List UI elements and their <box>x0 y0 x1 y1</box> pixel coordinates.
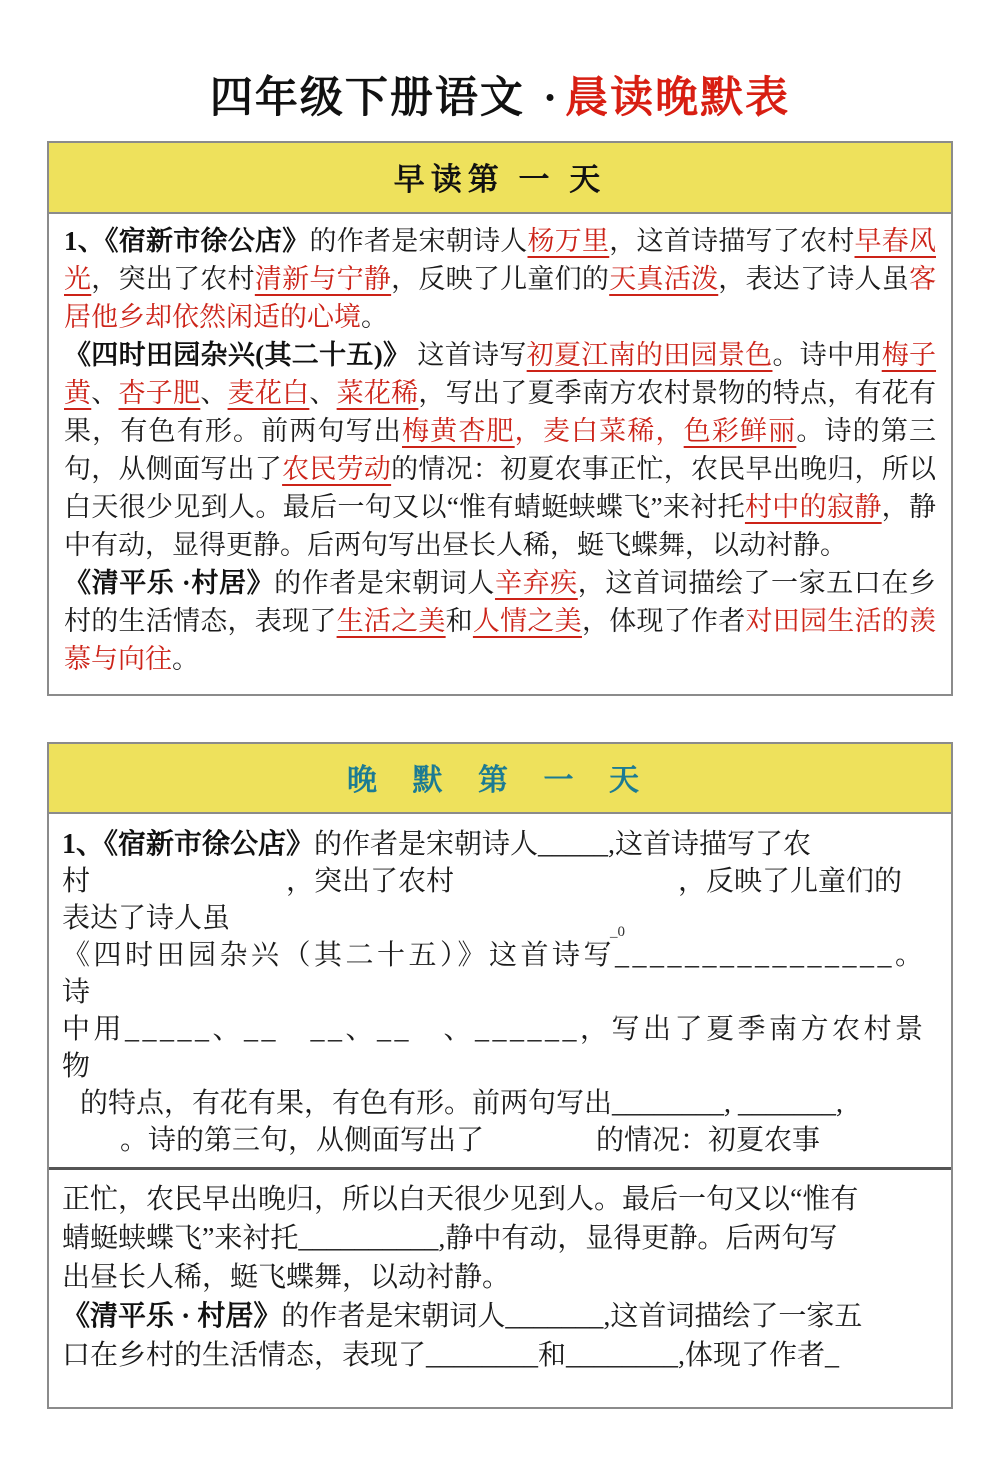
morning-paragraph-si-shi-tian-yuan: 《四时田园杂兴(其二十五)》 这首诗写初夏江南的田园景色。诗中用梅子黄、杏子肥、麦花白、菜花稀，写出了夏季南方农村景物的特点，有花有果，有色有形。前两句写出梅黄杏肥，麦白菜稀，色彩鲜丽。诗的第三句，从侧面写出了农民劳动的情况：初夏农事正忙，农民早出晚归，所以白天很少见到人。最后一句又以“惟有蜻蜓蛱蝶飞”来衬托村中的寂静，静中有动，显得更静。后两句写出昼长人稀，蜓飞蝶舞，以动衬静。 <box>64 340 937 560</box>
evening-cell-top <box>49 814 951 1167</box>
morning-paragraph-qing-ping-le: 《清平乐 ·村居》的作者是宋朝词人辛弃疾，这首词描绘了一家五口在乡村的生活情态，表现了生活之美和人情之美，体现了作者对田园生活的羡慕与向往。 <box>64 568 937 674</box>
title-course: 四年级下册语文 <box>209 75 525 122</box>
text-line: 1、《宿新市徐公店》的作者是宋朝诗人_____,这首诗描写了农 <box>62 829 812 860</box>
page-title <box>0 64 1000 125</box>
morning-paragraph-su-xin-shi: 1、《宿新市徐公店》的作者是宋朝诗人杨万里，这首诗描写了农村早春风光，突出了农村清新与宁静，反映了儿童们的天真活泼，表达了诗人虽客居他乡却依然闲适的心境。 <box>64 226 937 332</box>
evening-cell-bottom <box>49 1167 951 1407</box>
text-line: 《四时田园杂兴（其二十五）》这首诗写________________。 诗 <box>62 940 938 1008</box>
morning-reading-section <box>47 141 953 696</box>
stray-mark: _0 <box>610 924 625 940</box>
text-line: 的特点，有花有果，有色有形。前两句写出________, _______, <box>80 1088 844 1119</box>
text-line: 《清平乐 · 村居》的作者是宋朝词人_______,这首词描绘了一家五 <box>62 1301 863 1332</box>
evening-dictation-section <box>47 742 953 1409</box>
text-line: 村 ，突出了农村 ，反映了儿童们的 <box>62 866 903 897</box>
morning-section-header: 早读第 一 天 <box>49 143 951 214</box>
text-line: 出昼长人稀，蜓飞蝶舞，以动衬静。 <box>62 1262 511 1293</box>
text-line <box>62 900 938 940</box>
text-line: 口在乡村的生活情态，表现了________和________,体现了作者_ <box>62 1340 840 1371</box>
title-subject: 晨读晚默表 <box>565 75 791 122</box>
worksheet-page <box>0 64 1000 1476</box>
evening-section-header: 晚 默 第 一 天 <box>49 744 951 814</box>
text-line: 正忙，农民早出晚归，所以白天很少见到人。最后一句又以“惟有 <box>62 1184 859 1215</box>
text-line: 蜻蜓蛱蝶飞”来衬托__________,静中有动，显得更静。后两句写 <box>62 1223 838 1254</box>
text-line: 中用_____、__ __、__ 、______，写出了夏季南方农村景物 <box>62 1014 927 1082</box>
title-bullet-icon: · <box>542 75 560 122</box>
morning-section-body <box>49 214 951 694</box>
text-line: 。诗的第三句，从侧面写出了 的情况：初夏农事 <box>120 1125 821 1156</box>
text-line-content: 表达了诗人虽 <box>62 903 231 934</box>
